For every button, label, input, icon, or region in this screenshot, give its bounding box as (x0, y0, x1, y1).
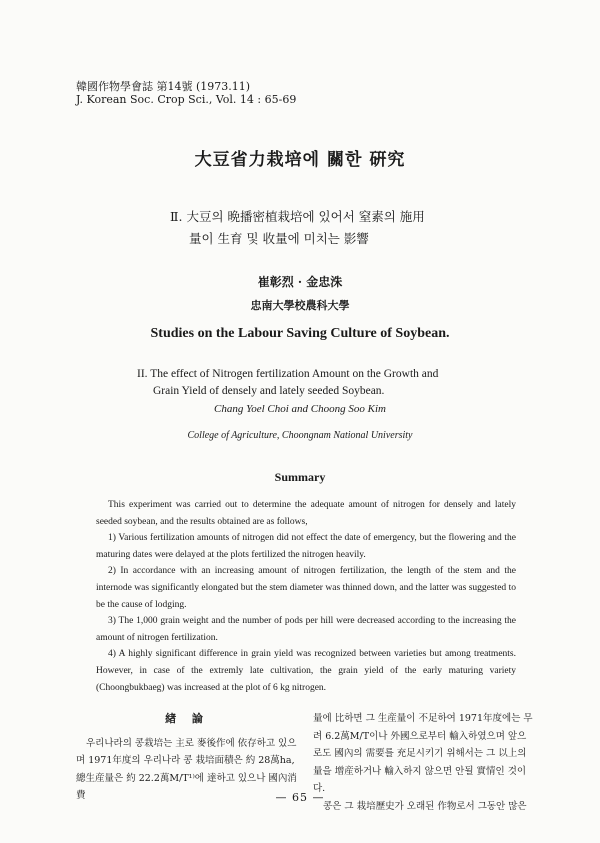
journal-english: J. Korean Soc. Crop Sci., Vol. 14 : 65-69 (76, 93, 297, 106)
intro-paragraph-2: 콩은 그 栽培歷史가 오래된 作物로서 그동안 많은 (323, 800, 527, 812)
paper-subtitle-english (137, 366, 438, 400)
subtitle-korean-line1: Ⅱ. 大豆의 晩播密植栽培에 있어서 窒素의 施用 (170, 209, 425, 224)
summary-intro: This experiment was carried out to determine the adequate amount of nitrogen for densely and lately seeded soybean, and the results obtained are as follows, (96, 500, 516, 527)
paper-title-english: Studies on the Labour Saving Culture of Soybean. (150, 326, 450, 341)
subtitle-korean-line2: 量이 生育 및 收量에 미치는 影響 (189, 231, 369, 246)
authors-english: Chang Yoel Choi and Choong Soo Kim (214, 403, 386, 415)
paper-title-korean: 大豆省力栽培에 關한 硏究 (194, 150, 406, 170)
intro-paragraph-1: 우리나라의 콩栽培는 主로 麥後作에 依存하고 있으며 1971年度의 우리나라 콩 栽培面積은 約 28萬ha, 總生産量은 約 22.2萬M/T¹⁾에 達하고 있으나 國內消費 (76, 737, 297, 801)
subtitle-english-line2: Grain Yield of densely and lately seeded Soybean. (153, 385, 385, 397)
intro-heading: 緖 論 (165, 712, 209, 725)
summary-item-2: 2) In accordance with an increasing amount of nitrogen fertilization, the length of the stem and the internode was significantly elongated but the stem diameter was thinned down, and the latter was suggested to be the cause of lodging. (96, 566, 516, 610)
authors-korean: 崔彰烈 · 金忠洙 (257, 275, 343, 289)
summary-body (96, 497, 516, 696)
subtitle-english-line1: II. The effect of Nitrogen fertilization Amount on the Growth and (137, 368, 439, 380)
paper-subtitle-korean (170, 206, 425, 250)
affiliation-korean: 忠南大學校農科大學 (250, 299, 350, 312)
summary-item-1: 1) Various fertilization amounts of nitrogen did not effect the date of emergency, but the flowering and the maturing dates were delayed at the plots fertilized the nitrogen heavily. (96, 533, 516, 560)
journal-korean: 韓國作物學會誌 第14號 (1973.11) (76, 80, 251, 93)
summary-item-3: 3) The 1,000 grain weight and the number of pods per hill were decreased according to the increasing the amount of nitrogen fertilization. (96, 616, 516, 643)
summary-heading: Summary (274, 470, 326, 484)
summary-item-4: 4) A highly significant difference in grain yield was recognized between varieties but among treatments. However, in case of the extremly late cultivation, the grain yield of the early maturing variety (Choongbukbaeg) was increased at the plot of 6 kg nitrogen. (96, 649, 516, 693)
journal-citation (76, 80, 296, 106)
intro-paragraph-1-continued: 量에 比하면 그 生産量이 不足하여 1971年度에는 무려 6.2萬M/T이나 外國으로부터 輸入하였으며 앞으로도 國內의 需要를 充足시키기 위해서는 그 以上의 量을 增産하거나 輸入하지 않으면 안될 實情인 것이다. (313, 713, 533, 794)
affiliation-english: College of Agriculture, Choongnam National University (187, 430, 413, 441)
page-number: — 65 — (275, 791, 325, 804)
